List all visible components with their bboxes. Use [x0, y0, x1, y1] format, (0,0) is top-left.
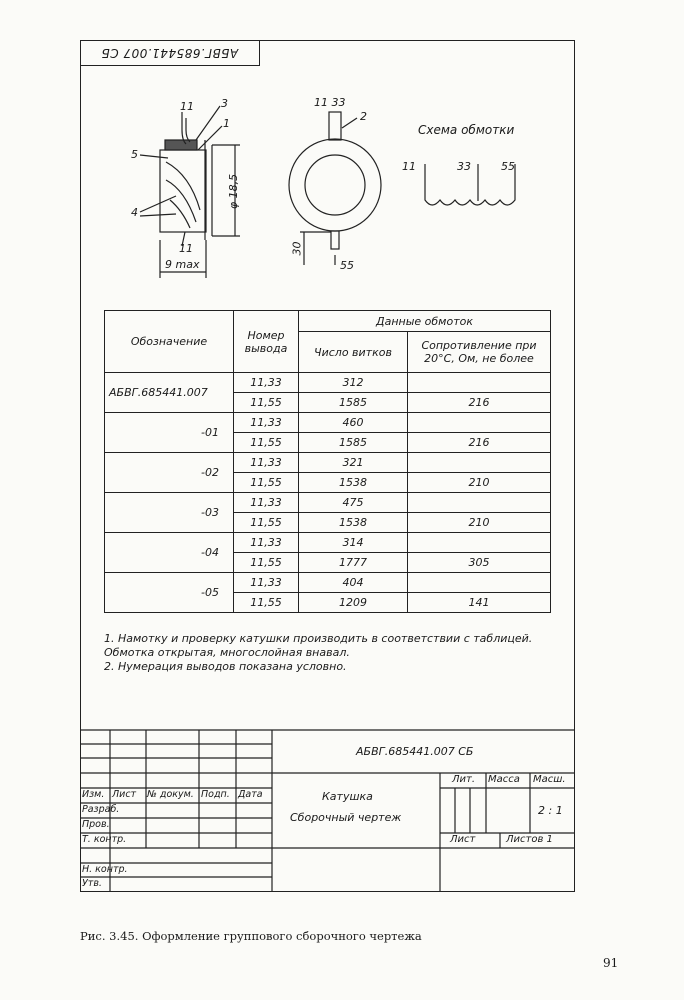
res-cell — [408, 533, 551, 553]
turns-cell: 1585 — [299, 433, 408, 453]
lead-cell: 11,55 — [234, 593, 299, 613]
h-scale: Масш. — [533, 774, 566, 785]
res-cell — [408, 453, 551, 473]
h-massa: Масса — [488, 774, 520, 785]
r-prov: Пров. — [82, 819, 110, 830]
h-izm: Изм. — [82, 789, 105, 800]
ring-top-leads: 11 33 — [314, 96, 346, 109]
turns-cell: 321 — [299, 453, 408, 473]
turns-cell: 475 — [299, 493, 408, 513]
turns-cell: 1209 — [299, 593, 408, 613]
res-cell: 141 — [408, 593, 551, 613]
r-tkontr: Т. контр. — [82, 834, 127, 845]
lead-cell: 11,33 — [234, 573, 299, 593]
winding-top — [165, 140, 197, 150]
table-body — [105, 373, 551, 613]
res-cell — [408, 413, 551, 433]
res-cell: 216 — [408, 393, 551, 413]
res-cell — [408, 493, 551, 513]
table-row — [105, 413, 551, 433]
header-turns: Число витков — [299, 332, 408, 373]
designation-cell: -04 — [105, 533, 234, 573]
table-row — [105, 493, 551, 513]
header-resistance: Сопротивление при 20°С, Ом, не более — [408, 332, 551, 373]
schema-lead-55: 55 — [501, 160, 515, 173]
title-name: Катушка — [322, 790, 373, 803]
lead-label-bottom: 11 — [179, 242, 193, 255]
res-cell — [408, 573, 551, 593]
lead-cell: 11,55 — [234, 513, 299, 533]
diameter-dim: φ 18,5 — [227, 173, 241, 210]
scale-value: 2 : 1 — [538, 804, 563, 817]
callout-1: 1 — [223, 117, 230, 130]
ring-bottom-lead-label: 55 — [340, 259, 354, 272]
turns-cell: 460 — [299, 413, 408, 433]
r-nkontr: Н. контр. — [82, 864, 128, 875]
turns-cell: 1585 — [299, 393, 408, 413]
notes — [104, 632, 554, 674]
h-list: Лист — [112, 789, 137, 800]
callout-4: 4 — [131, 206, 138, 219]
turns-cell: 314 — [299, 533, 408, 553]
h-podp: Подп. — [201, 789, 230, 800]
res-cell: 210 — [408, 513, 551, 533]
title-code: АБВГ.685441.007 СБ — [356, 745, 474, 758]
width-dim: 9 max — [165, 258, 200, 271]
schema-lead-33: 33 — [457, 160, 471, 173]
r-razrab: Разраб. — [82, 804, 120, 815]
winding-hatch — [166, 162, 200, 228]
lead-cell: 11,33 — [234, 493, 299, 513]
designation-cell: -02 — [105, 453, 234, 493]
table-row — [105, 453, 551, 473]
ring-inner — [305, 155, 365, 215]
h-lit: Лит. — [452, 774, 476, 785]
schema-lead-11: 11 — [402, 160, 416, 173]
lead-cell: 11,55 — [234, 433, 299, 453]
note-2: 2. Нумерация выводов показана условно. — [104, 660, 347, 673]
lead-cell: 11,33 — [234, 453, 299, 473]
header-winding-data: Данные обмоток — [299, 311, 551, 332]
table-row — [105, 573, 551, 593]
turns-cell: 1538 — [299, 473, 408, 493]
turns-cell: 404 — [299, 573, 408, 593]
lead-cell: 11,33 — [234, 413, 299, 433]
callout-5: 5 — [131, 148, 138, 161]
ring-outer — [289, 139, 381, 231]
res-cell: 216 — [408, 433, 551, 453]
h-ndoc: № докум. — [147, 789, 194, 800]
sheet-label: Лист — [450, 834, 476, 845]
header-lead-no: Номер вывода — [234, 311, 299, 373]
lead-cell: 11,55 — [234, 393, 299, 413]
res-cell: 305 — [408, 553, 551, 573]
ring-callout-2: 2 — [360, 110, 367, 123]
note-1: 1. Намотку и проверку катушки производить в соответствии с таблицей. Обмотка открытая, многослойная внавал. — [104, 632, 533, 659]
turns-cell: 1777 — [299, 553, 408, 573]
lead-label-top: 11 — [180, 100, 194, 113]
turns-cell: 1538 — [299, 513, 408, 533]
r-utv: Утв. — [82, 878, 102, 889]
ring-top-lead — [329, 112, 341, 140]
ring-dim-30: 30 — [290, 241, 304, 256]
lead-cell: 11,33 — [234, 533, 299, 553]
lead-cell: 11,55 — [234, 473, 299, 493]
res-cell — [408, 373, 551, 393]
top-stamp-code: АБВГ.685441.007 СБ — [100, 45, 239, 60]
table-row — [105, 373, 551, 393]
res-cell: 210 — [408, 473, 551, 493]
ring-bottom-lead — [331, 231, 339, 249]
designation-cell: -03 — [105, 493, 234, 533]
designation-cell: -05 — [105, 573, 234, 613]
callout-3: 3 — [221, 97, 228, 110]
designation-cell: -01 — [105, 413, 234, 453]
sheets-label: Листов 1 — [506, 834, 553, 845]
page-number: 91 — [603, 956, 619, 970]
lead-cell: 11,55 — [234, 553, 299, 573]
turns-cell: 312 — [299, 373, 408, 393]
header-designation: Обозначение — [105, 311, 234, 373]
designation-cell: АБВГ.685441.007 — [105, 373, 234, 413]
figure-caption: Рис. 3.45. Оформление группового сборочного чертежа — [80, 929, 422, 943]
winding-table — [104, 310, 551, 613]
table-row — [105, 533, 551, 553]
lead-cell: 11,33 — [234, 373, 299, 393]
h-data: Дата — [238, 789, 263, 800]
title-subname: Сборочный чертеж — [290, 811, 402, 824]
schema-title: Схема обмотки — [418, 123, 515, 137]
